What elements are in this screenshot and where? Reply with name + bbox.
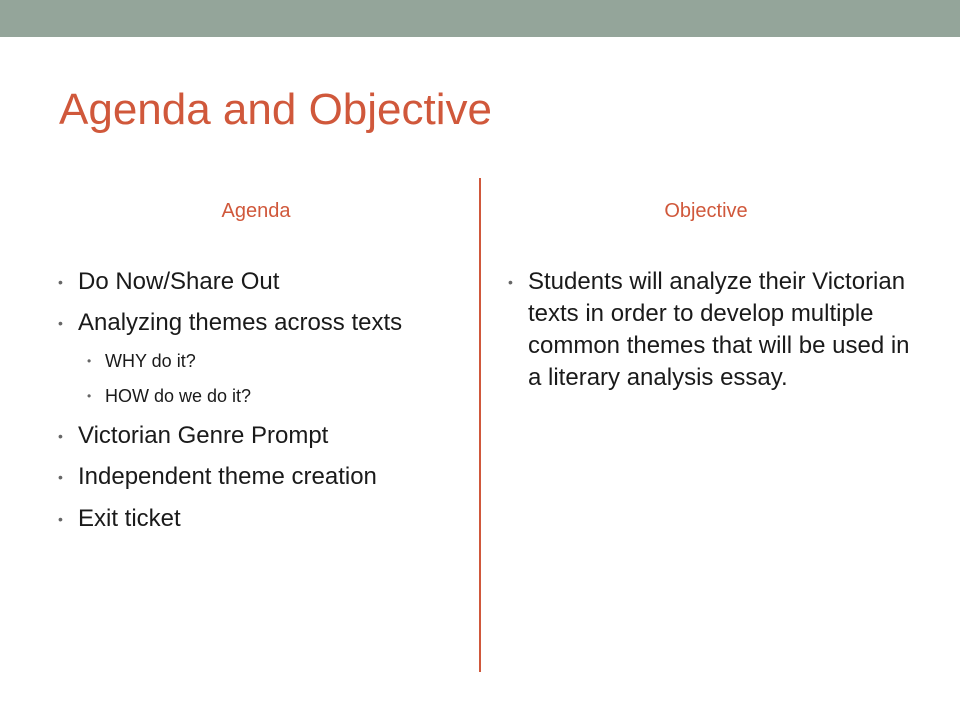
agenda-item-text: Victorian Genre Prompt [78, 422, 329, 449]
bullet-icon: • [58, 469, 63, 485]
bullet-icon: • [508, 274, 513, 290]
agenda-item-text: Exit ticket [78, 505, 181, 532]
agenda-item-text: Independent theme creation [78, 463, 377, 490]
agenda-item-analyzing-themes [58, 307, 458, 339]
agenda-header: Agenda [221, 200, 291, 222]
agenda-subitem-how [58, 384, 458, 408]
agenda-subitem-why [58, 349, 458, 373]
objective-list [508, 266, 918, 403]
agenda-item-do-now [58, 266, 458, 298]
objective-header: Objective [664, 200, 748, 222]
agenda-item-victorian-genre [58, 420, 458, 452]
column-divider [479, 178, 481, 672]
bullet-icon: • [58, 274, 63, 290]
agenda-item-exit-ticket [58, 503, 458, 535]
agenda-subitem-text: HOW do we do it? [105, 386, 252, 406]
agenda-list [58, 266, 458, 544]
bullet-icon: • [58, 315, 63, 331]
agenda-item-independent-theme [58, 461, 458, 493]
agenda-subitem-text: WHY do it? [105, 351, 196, 371]
bullet-icon: • [58, 428, 63, 444]
objective-item [508, 266, 918, 394]
agenda-item-text: Do Now/Share Out [78, 268, 280, 295]
slide-title: Agenda and Objective [59, 85, 492, 134]
objective-item-text: Students will analyze their Victorian texts in order to develop multiple common themes that will be used in a literary analysis essay. [528, 268, 910, 391]
bullet-icon: • [58, 511, 63, 527]
top-accent-bar [0, 0, 960, 37]
bullet-icon: • [87, 354, 92, 368]
bullet-icon: • [87, 389, 92, 403]
agenda-item-text: Analyzing themes across texts [78, 309, 403, 336]
